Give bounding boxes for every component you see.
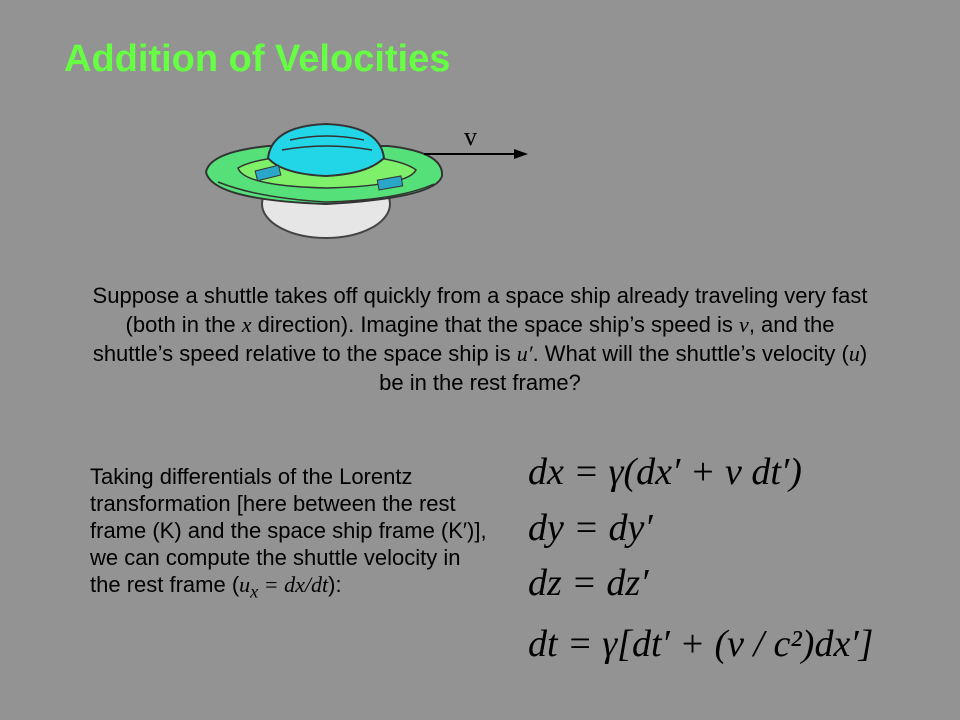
ux-u: u xyxy=(239,572,251,597)
para-text-2: direction). Imagine that the space ship’s speed is xyxy=(251,312,740,337)
equation-dy: dy = dy′ xyxy=(528,507,653,549)
velocity-arrow-icon xyxy=(424,146,528,162)
differentials-end: ): xyxy=(328,572,342,597)
intro-paragraph xyxy=(88,281,872,397)
para-text-5: ) be in the rest frame? xyxy=(379,341,868,395)
ux-rest: = dx/dt xyxy=(258,572,329,597)
velocity-label: v xyxy=(464,122,477,151)
flying-saucer-image xyxy=(198,118,448,240)
equation-dt: dt = γ[dt′ + (v / c²)dx′] xyxy=(528,623,874,665)
differentials-body: Taking differentials of the Lorentz transformation [here between the rest frame (K) and the space ship frame (K′)], we can compute the shuttle velocity in the rest frame ( xyxy=(90,464,487,597)
equation-dz: dz = dz′ xyxy=(528,562,649,604)
slide-title: Addition of Velocities xyxy=(64,38,451,80)
para-u: u xyxy=(848,341,860,366)
ux-sub: x xyxy=(250,581,259,602)
para-text-3: , and the shuttle’s speed relative to the space ship is xyxy=(92,312,835,366)
para-text-1: Suppose a shuttle takes off quickly from a space ship already traveling very fast (both in the xyxy=(92,283,868,337)
equation-dx: dx = γ(dx′ + v dt′) xyxy=(528,451,802,493)
para-v: v xyxy=(739,312,749,337)
para-x: x xyxy=(241,312,252,337)
para-u-prime: u′ xyxy=(516,341,533,366)
differentials-text xyxy=(90,463,490,605)
para-text-4: . What will the shuttle’s velocity ( xyxy=(532,341,849,366)
ux-math xyxy=(239,572,329,602)
